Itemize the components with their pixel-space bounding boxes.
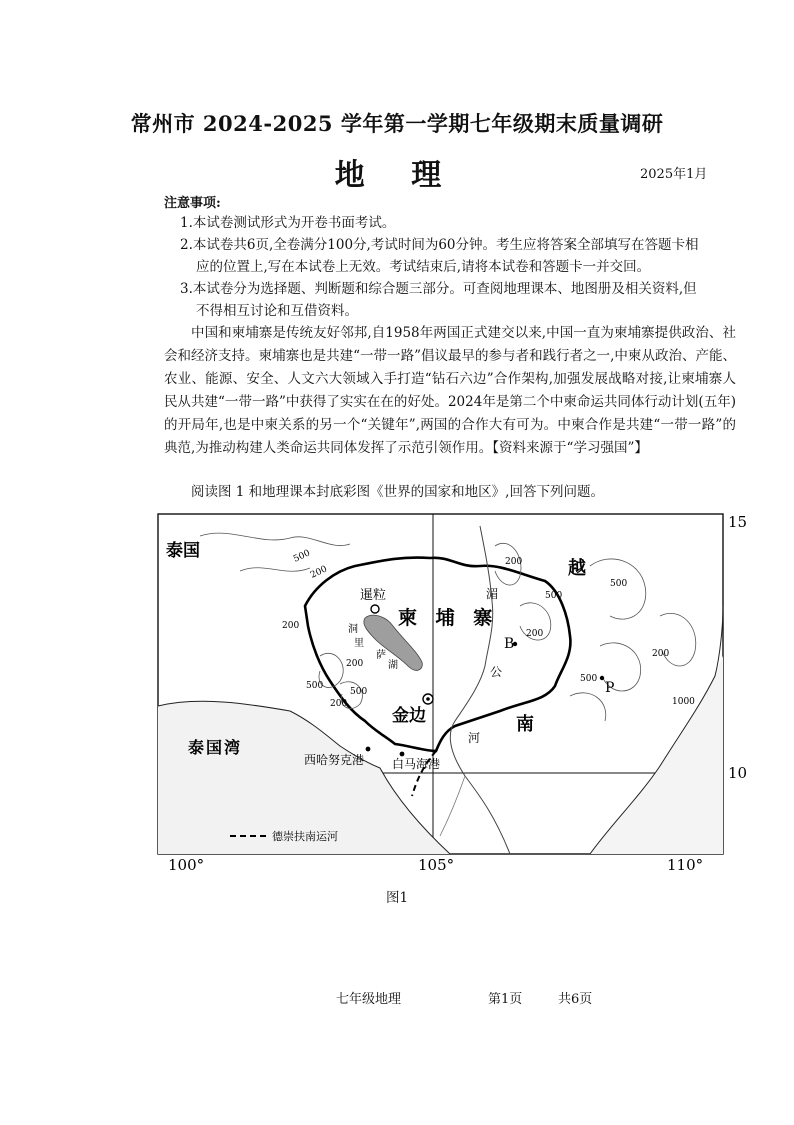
siem-reap-marker	[371, 605, 379, 613]
point-p-marker	[600, 676, 604, 680]
label-phnom-penh: 金边	[392, 706, 426, 726]
sihanoukville-marker	[366, 747, 371, 752]
label-thailand: 泰国	[166, 541, 200, 561]
contour-label: 200	[282, 621, 300, 631]
map-svg	[140, 506, 752, 886]
subject-title: 地 理	[334, 158, 460, 193]
label-lake-char: 里	[354, 638, 364, 649]
contour-label: 200	[309, 564, 329, 581]
figure-caption: 图1	[385, 890, 409, 906]
notice-item-line: 1.本试卷测试形式为开卷书面考试。	[180, 215, 396, 231]
label-gulf-of-thailand: 泰国湾	[188, 738, 243, 757]
contour-label: 500	[350, 687, 368, 697]
label-lake-char: 洞	[348, 624, 358, 635]
legend-canal-label: 德崇扶南运河	[272, 830, 338, 843]
longitude-label-105: 105°	[418, 856, 455, 874]
contour-label: 500	[580, 674, 598, 684]
latitude-label-15: 15	[728, 513, 748, 531]
label-mekong-char: 公	[490, 665, 503, 679]
footer-page-number: 第1页	[488, 992, 523, 1007]
notice-item-line: 2.本试卷共6页,全卷满分100分,考试时间为60分钟。考生应将答案全部填写在答题卡相	[180, 237, 699, 253]
footer-subject: 七年级地理	[336, 992, 402, 1007]
label-lake-char: 湖	[388, 660, 398, 671]
passage-instruction: 阅读图 1 和地理课本封底彩图《世界的国家和地区》,回答下列问题。	[191, 484, 604, 500]
notice-heading: 注意事项:	[164, 196, 221, 211]
phnom-penh-marker-dot	[426, 697, 430, 701]
label-mekong-char: 河	[468, 731, 481, 745]
contour-label: 200	[526, 629, 544, 639]
notice-item-line: 3.本试卷分为选择题、判断题和综合题三部分。可查阅地理课本、地图册及相关资料,但	[180, 281, 697, 297]
notice-item-line-cont: 不得相互讨论和互借资料。	[196, 303, 358, 319]
longitude-label-110: 110°	[667, 856, 704, 874]
notice-item-3	[180, 278, 740, 322]
kep-marker	[400, 752, 405, 757]
contour-label: 500	[306, 681, 324, 691]
label-vietnam-part2: 南	[516, 714, 534, 735]
label-mekong-char: 湄	[486, 587, 499, 601]
latitude-label-10: 10	[728, 764, 748, 782]
contour-label: 200	[652, 649, 670, 659]
label-siem-reap: 暹粒	[360, 588, 387, 603]
notice-item-line-cont: 应的位置上,写在本试卷上无效。考试结束后,请将本试卷和答题卡一并交回。	[196, 259, 651, 275]
longitude-label-100: 100°	[168, 856, 205, 874]
contour-label: 500	[292, 548, 312, 565]
contour-label: 200	[330, 699, 348, 709]
label-point-b: B	[504, 636, 515, 652]
map-figure	[140, 506, 752, 886]
contour-label: 500	[610, 579, 628, 589]
label-lake-char: 萨	[376, 650, 386, 661]
label-point-p: P	[605, 680, 615, 696]
passage-text: 中国和柬埔寨是传统友好邻邦,自1958年两国正式建交以来,中国一直为柬埔寨提供政治、社会和经济支持。柬埔寨也是共建“一带一路”倡议最早的参与者和践行者之一,中柬从政治、产能、农业、能源、安全、人文六大领域入手打造“钻石六边”合作架构,加强发展战略对接,让柬埔寨人民从共建“一带一路”中获得了实实在在的好处。2024年是第二个中柬命运共同体行动计划(五年)的开局年,也是中柬关系的另一个“关键年”,两国的合作大有可为。中柬合作是共建“一带一路”的典范,为推动构建人类命运共同体发挥了示范引领作用。【资料来源于“学习强国”】	[164, 325, 736, 456]
notice-item-1	[180, 212, 740, 234]
label-kep: 白马海港	[392, 757, 441, 771]
label-sihanoukville: 西哈努克港	[304, 753, 365, 767]
contour-label: 1000	[672, 697, 695, 707]
contour-label: 200	[346, 659, 364, 669]
exam-title: 常州市 2024-2025 学年第一学期七年级期末质量调研	[130, 111, 664, 136]
footer-total-pages: 共6页	[558, 992, 593, 1007]
contour-label: 500	[545, 591, 563, 601]
notice-item-2	[180, 234, 740, 278]
label-vietnam-part1: 越	[568, 558, 586, 579]
contour-label: 200	[505, 557, 523, 567]
label-cambodia: 柬 埔 寨	[398, 607, 499, 629]
exam-date: 2025年1月	[640, 167, 708, 182]
